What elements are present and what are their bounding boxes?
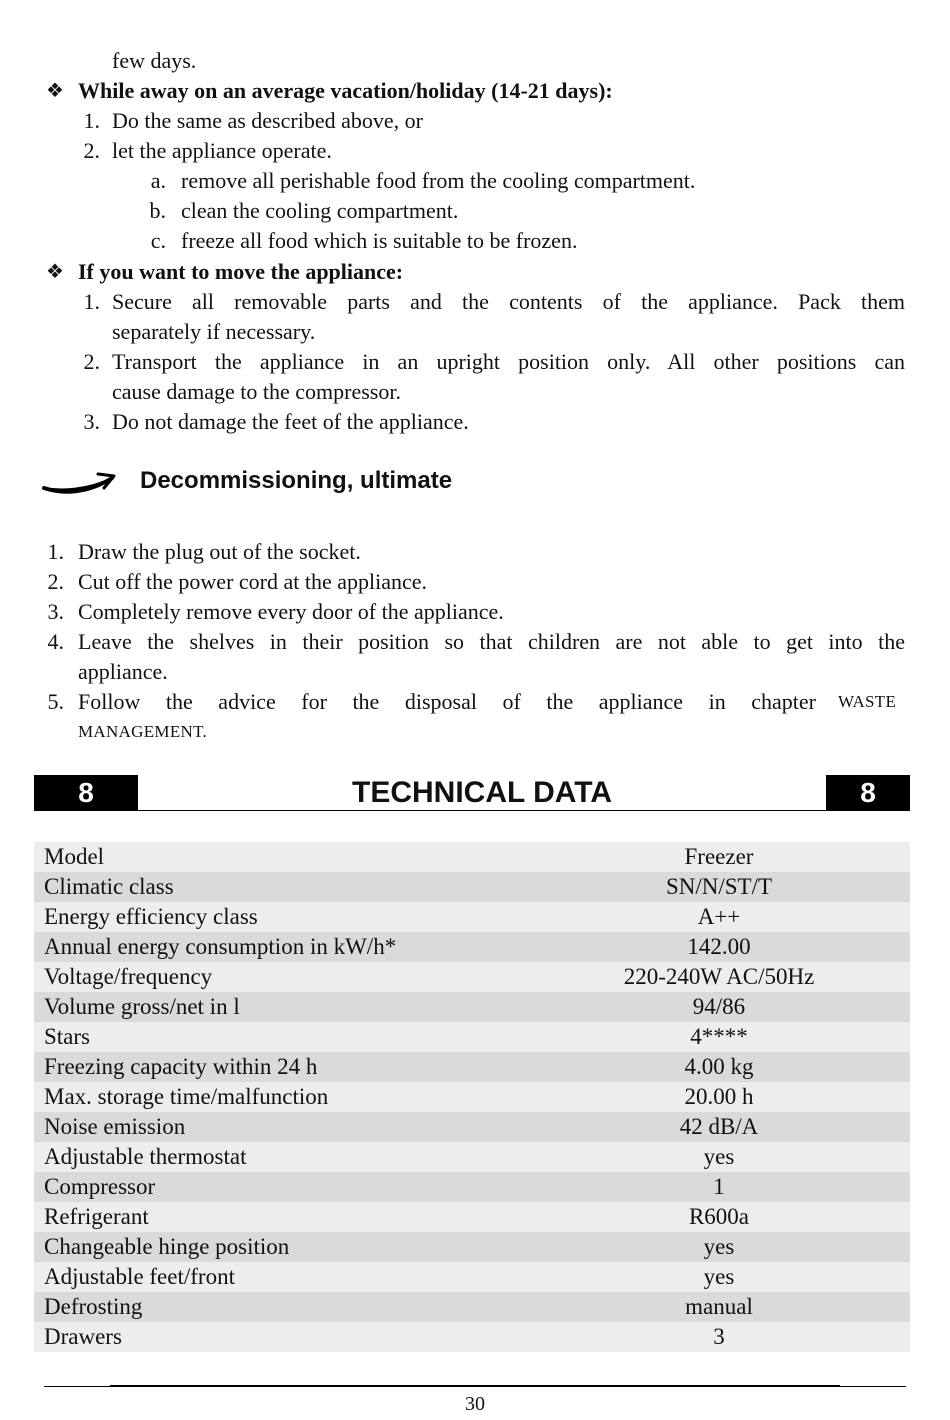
row-value: yes (703, 1144, 735, 1169)
list-number: 1. (83, 289, 100, 314)
table-row (34, 1022, 910, 1052)
chapter-number-left: 8 (34, 775, 138, 811)
list-item-line: cause damage to the compressor. (112, 379, 401, 404)
list-number: 3. (83, 409, 100, 434)
list-item: Do the same as described above, or (112, 108, 423, 133)
row-value: manual (685, 1294, 753, 1319)
chapter-reference: MANAGEMENT. (78, 722, 208, 741)
table-row (34, 1292, 910, 1322)
sublist-item: freeze all food which is suitable to be frozen. (181, 228, 578, 253)
table-row (34, 1202, 910, 1232)
row-label: Model (44, 844, 105, 869)
list-number: 1. (47, 539, 64, 564)
row-value: A++ (697, 904, 741, 929)
row-label: Changeable hinge position (44, 1234, 290, 1259)
row-label: Climatic class (44, 874, 174, 899)
list-number: 2. (83, 138, 100, 163)
table-row (34, 902, 910, 932)
list-number: 5. (47, 689, 64, 714)
sublist-item: remove all perishable food from the cooling compartment. (181, 168, 696, 193)
table-row (34, 1232, 910, 1262)
diamond-bullet-icon: ❖ (46, 261, 64, 283)
sublist-letter: c. (150, 228, 166, 253)
table-row (34, 962, 910, 992)
list-item: let the appliance operate. (112, 138, 332, 163)
footer-rule-accent (110, 1385, 840, 1387)
list-number: 2. (47, 569, 64, 594)
row-value: 94/86 (692, 994, 746, 1019)
row-value: 42 dB/A (679, 1114, 759, 1139)
table-row (34, 872, 910, 902)
row-label: Refrigerant (44, 1204, 149, 1229)
row-label: Freezing capacity within 24 h (44, 1054, 318, 1079)
row-value: 220-240W AC/50Hz (623, 964, 815, 989)
sublist-letter: a. (150, 168, 166, 193)
row-label: Adjustable thermostat (44, 1144, 247, 1169)
list-item-line: Leave the shelves in their position so that children are not able to get into the (78, 629, 905, 654)
list-item-line: Draw the plug out of the socket. (78, 539, 361, 564)
table-row (34, 932, 910, 962)
list-item-line: Completely remove every door of the appliance. (78, 599, 504, 624)
row-value: yes (703, 1234, 735, 1259)
list-item-line: Cut off the power cord at the appliance. (78, 569, 428, 594)
list-item-line: Follow the advice for the disposal of the appliance in chapter (78, 689, 816, 714)
sublist-letter: b. (149, 198, 166, 223)
list-item-line: Transport the appliance in an upright position only. All other positions can (112, 349, 905, 374)
row-value: 20.00 h (684, 1084, 754, 1109)
row-value: Freezer (684, 844, 754, 869)
table-row (34, 1082, 910, 1112)
vacation-heading: While away on an average vacation/holiday (14-21 days): (78, 78, 613, 103)
list-number: 2. (83, 349, 100, 374)
row-label: Volume gross/net in l (44, 994, 240, 1019)
chapter-reference: WASTE (838, 692, 897, 711)
arrow-icon (42, 464, 122, 504)
table-row (34, 1142, 910, 1172)
chapter-number-right: 8 (826, 775, 910, 811)
list-number: 3. (47, 599, 64, 624)
table-row (34, 1052, 910, 1082)
sublist-item: clean the cooling compartment. (181, 198, 459, 223)
move-heading: If you want to move the appliance: (78, 259, 404, 284)
table-row (34, 992, 910, 1022)
table-row (34, 1172, 910, 1202)
row-label: Compressor (44, 1174, 156, 1199)
row-label: Stars (44, 1024, 90, 1049)
row-label: Max. storage time/malfunction (44, 1084, 329, 1109)
page-number: 30 (465, 1393, 485, 1415)
row-label: Drawers (44, 1324, 122, 1349)
row-label: Annual energy consumption in kW/h* (44, 934, 397, 959)
list-item-line: appliance. (78, 659, 168, 684)
row-value: 4**** (690, 1024, 748, 1049)
row-value: R600a (688, 1204, 750, 1229)
table-row (34, 842, 910, 872)
chapter-header (34, 775, 910, 811)
table-row (34, 1112, 910, 1142)
list-item-line: Do not damage the feet of the appliance. (112, 409, 469, 434)
row-value: 1 (713, 1174, 725, 1199)
row-value: 4.00 kg (684, 1054, 754, 1079)
list-number: 4. (47, 629, 64, 654)
list-item-line: Secure all removable parts and the contents of the appliance. Pack them (112, 289, 905, 314)
continued-text: few days. (112, 48, 197, 73)
list-item-line: separately if necessary. (112, 319, 316, 344)
technical-data-table (34, 842, 910, 1352)
list-number: 1. (83, 108, 100, 133)
row-label: Defrosting (44, 1294, 143, 1319)
row-label: Energy efficiency class (44, 904, 258, 929)
row-value: 142.00 (687, 934, 751, 959)
row-value: SN/N/ST/T (665, 874, 773, 899)
chapter-title: TECHNICAL DATA (352, 776, 612, 809)
row-label: Voltage/frequency (44, 964, 213, 989)
row-value: 3 (713, 1324, 725, 1349)
table-row (34, 1262, 910, 1292)
row-value: yes (703, 1264, 735, 1289)
diamond-bullet-icon: ❖ (46, 80, 64, 102)
row-label: Noise emission (44, 1114, 186, 1139)
section-heading: Decommissioning, ultimate (140, 467, 453, 494)
table-row (34, 1322, 910, 1352)
row-label: Adjustable feet/front (44, 1264, 235, 1289)
